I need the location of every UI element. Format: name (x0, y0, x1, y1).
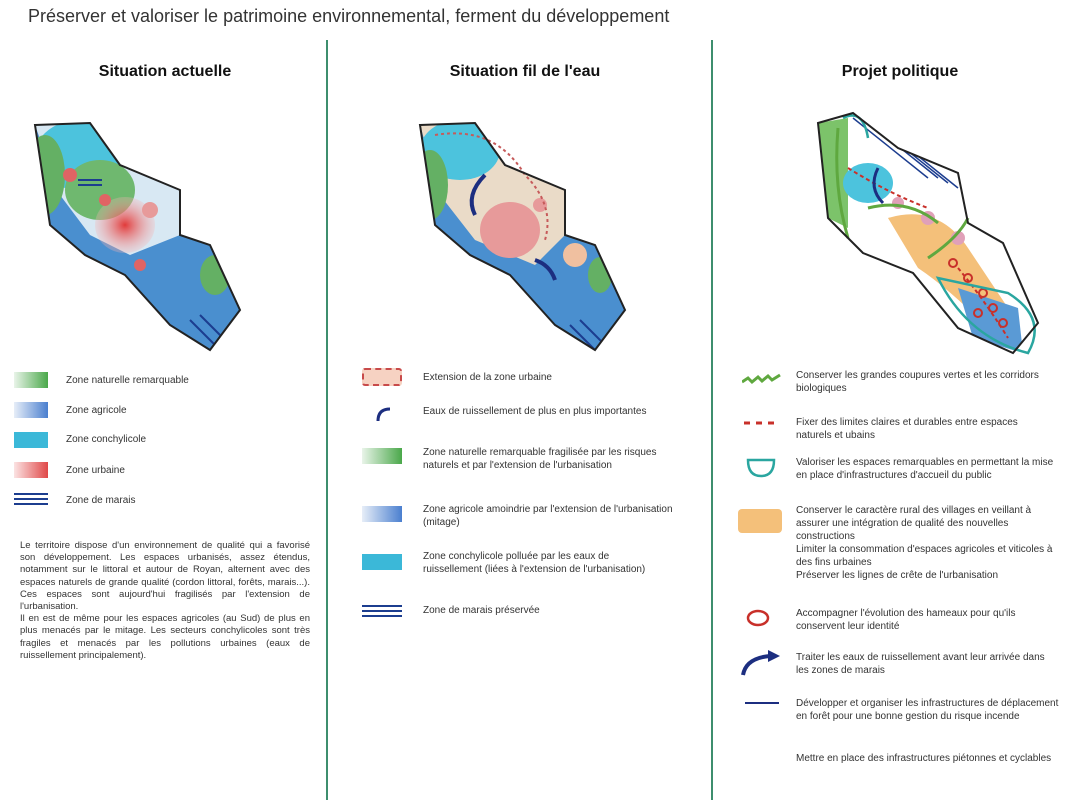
legend-item-3: Zone naturelle remarquable fragilisée par les risques naturels et par l'extension de l'urbanisation (423, 447, 657, 471)
blue-lines-swatch (362, 602, 402, 620)
column-divider-1 (326, 40, 328, 800)
green-gradient-swatch (14, 372, 48, 388)
legend-item-4: Zone urbaine (66, 465, 125, 476)
legend-item-2: Fixer des limites claires et durables entre espaces naturels et ubains (796, 417, 1018, 441)
legend-item-1: Zone naturelle remarquable (66, 375, 189, 386)
cyan-swatch (14, 432, 48, 448)
orange-swatch (738, 509, 782, 533)
description-paragraph-1: Le territoire dispose d'un environnement de qualité qui a favorisé son développement. Les espaces urbanisés, assez étendus, notamment sur le littoral et autour de Royan, alternent avec des espaces naturels de grande qualité (cordon littoral, forêts, marais...). Ces espaces sont aujourd'hui fragilisés par l'extension de l'urbanisation. (20, 540, 310, 613)
blue-line-icon (745, 700, 779, 706)
legend-item-6: Traiter les eaux de ruissellement avant leur arrivée dans les zones de marais (796, 652, 1045, 676)
red-gradient-swatch (14, 462, 48, 478)
green-zigzag-icon (742, 372, 782, 386)
blue-gradient-swatch (362, 506, 402, 522)
legend-item-5: Zone conchylicole polluée par les eaux de ruissellement (liées à l'extension de l'urbanisation) (423, 551, 646, 575)
blue-arrow-icon (738, 648, 784, 678)
legend-item-1: Conserver les grandes coupures vertes et les corridors biologiques (796, 370, 1039, 394)
column-title-projet-politique: Projet politique (841, 63, 959, 80)
legend-item-3: Zone conchylicole (66, 434, 147, 445)
red-dash-icon (744, 418, 780, 428)
legend-item-6: Zone de marais préservée (423, 605, 540, 616)
column-title-fil-de-leau: Situation fil de l'eau (449, 63, 601, 80)
legend-item-4: Zone agricole amoindrie par l'extension de l'urbanisation (mitage) (423, 504, 673, 528)
map-situation-fil-de-leau (415, 115, 635, 355)
legend-item-3: Valoriser les espaces remarquables en permettant la mise en place d'infrastructures d'accueil du public (796, 457, 1054, 481)
legend-item-5: Zone de marais (66, 495, 136, 506)
legend-item-4: Conserver le caractère rural des villages en veillant à assurer une intégration de qualité des nouvelles constructions Limiter la consommation d'espaces agricoles et viticoles à des fins urbaines Préserver les lignes de crête de l'urbanisation (796, 505, 1053, 581)
blue-gradient-swatch (14, 402, 48, 418)
legend-item-2: Eaux de ruissellement de plus en plus importantes (423, 406, 647, 417)
dark-blue-arc-icon (374, 405, 394, 423)
red-ring-icon (745, 608, 771, 628)
blue-lines-swatch (14, 490, 48, 508)
teal-outline-icon (745, 456, 777, 478)
column-title-situation-actuelle: Situation actuelle (98, 63, 232, 80)
description-text (20, 540, 310, 662)
green-gradient-swatch (362, 448, 402, 464)
column-divider-2 (711, 40, 713, 800)
page-title: Préserver et valoriser le patrimoine environnemental, ferment du développement (28, 6, 670, 26)
dotted-red-swatch (362, 368, 402, 386)
map-situation-actuelle (30, 115, 250, 355)
description-paragraph-2: Il en est de même pour les espaces agricoles (au Sud) de plus en plus menacés par le mitage. Les secteurs conchylicoles sont très fragiles et menacés par les pollutions urbaines (eaux de ruissellement principalement). (20, 613, 310, 661)
legend-item-8: Mettre en place des infrastructures piétonnes et cyclables (796, 753, 1052, 764)
cyan-swatch (362, 554, 402, 570)
legend-item-7: Développer et organiser les infrastructures de déplacement en forêt pour une bonne gestion du risque incende (796, 698, 1059, 722)
legend-item-5: Accompagner l'évolution des hameaux pour qu'ils conservent leur identité (796, 608, 1016, 632)
legend-item-2: Zone agricole (66, 405, 127, 416)
map-projet-politique (808, 108, 1048, 358)
legend-item-1: Extension de la zone urbaine (423, 372, 552, 383)
